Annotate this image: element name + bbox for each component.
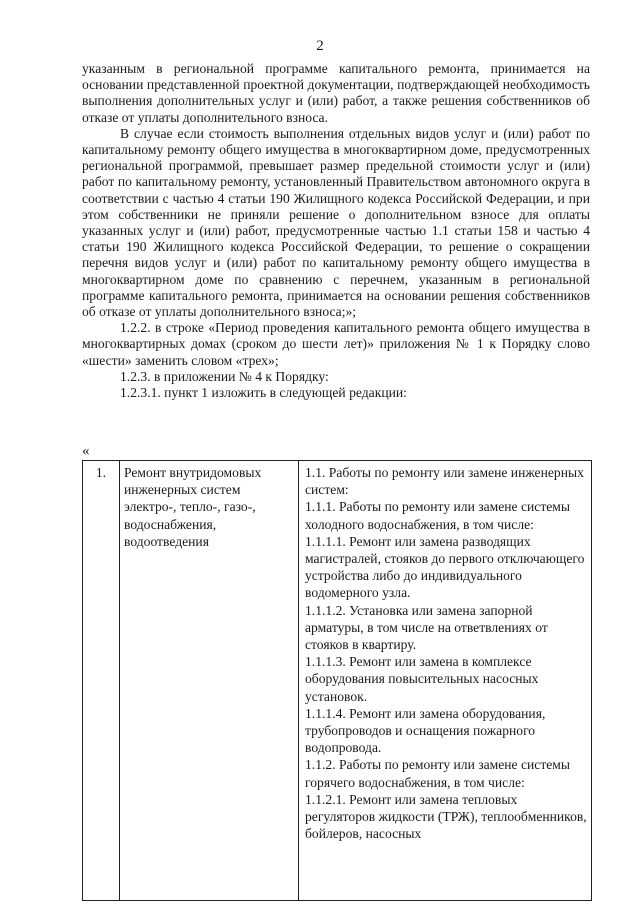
work-item: 1.1.2. Работы по ремонту или замене системы горячего водоснабжения, в том числе: — [305, 757, 571, 790]
paragraph-1-2-2: 1.2.2. в строке «Период проведения капитального ремонта общего имущества в многоквартирных домах (сроком до шести лет)» приложения № 1 к Порядку слово «шести» заменить словом «трех»; — [82, 320, 590, 368]
paragraph-1-2-3-1: 1.2.3.1. пункт 1 изложить в следующей редакции: — [120, 385, 407, 401]
paragraph-continuation: указанным в региональной программе капитального ремонта, принимается на основании представленной проектной документации, подтверждающей необходимость выполнения дополнительных услуг и (или) работ, а также решения собственников об отказе от уплаты дополнительного взноса. — [82, 61, 590, 125]
page-number: 2 — [316, 38, 324, 54]
works-table — [82, 460, 592, 901]
work-item: 1.1.1. Работы по ремонту или замене системы холодного водоснабжения, в том числе: — [305, 499, 571, 532]
table-row — [83, 461, 592, 901]
row-number-cell: 1. — [83, 461, 120, 901]
paragraph-1-2-3: 1.2.3. в приложении № 4 к Порядку: — [120, 368, 329, 384]
opening-quote: « — [82, 443, 90, 459]
work-item: 1.1.1.4. Ремонт или замена оборудования, трубопроводов и оснащения пожарного водопровода. — [305, 705, 546, 756]
work-item: 1.1. Работы по ремонту или замене инженерных систем: — [305, 465, 584, 498]
work-item: 1.1.2.1. Ремонт или замена тепловых регуляторов жидкости (ТРЖ), теплообменников, бойлеров, насосных — [305, 791, 587, 842]
work-item: 1.1.1.3. Ремонт или замена в комплексе оборудования повысительных насосных установок. — [305, 654, 539, 704]
body-text — [82, 61, 590, 401]
work-item: 1.1.1.1. Ремонт или замена разводящих магистралей, стояков до первого отключающего устройства либо до индивидуального водомерного узла. — [305, 533, 585, 601]
works-list-cell — [299, 461, 592, 901]
work-type-cell: Ремонт внутридомовых инженерных систем электро-, тепло-, газо-, водоснабжения, водоотведения — [120, 461, 299, 901]
paragraph-cost-excess: В случае если стоимость выполнения отдельных видов услуг и (или) работ по капитальному ремонту общего имущества в многоквартирном доме, предусмотренных региональной программой, превышает размер предельной стоимости услуг и (или) работ по капитальному ремонту, установленный Правительством автономного округа в соответствии с частью 4 статьи 190 Жилищного кодекса Российской Федерации, и при этом собственники не приняли решение о дополнительном взносе для оплаты указанных услуг и (или) работ, предусмотренные частью 1.1 статьи 158 и частью 4 статьи 190 Жилищного кодекса Российской Федерации, то решение о сокращении перечня видов услуг и (или) работ по капитальному ремонту общего имущества в многоквартирном доме по сравнению с перечнем, указанным в региональной программе капитального ремонта, принимается на основании решения собственников об отказе от уплаты дополнительного взноса;»; — [82, 125, 590, 320]
work-item: 1.1.1.2. Установка или замена запорной арматуры, в том числе на ответвлениях от стояков в квартиру. — [305, 602, 548, 653]
